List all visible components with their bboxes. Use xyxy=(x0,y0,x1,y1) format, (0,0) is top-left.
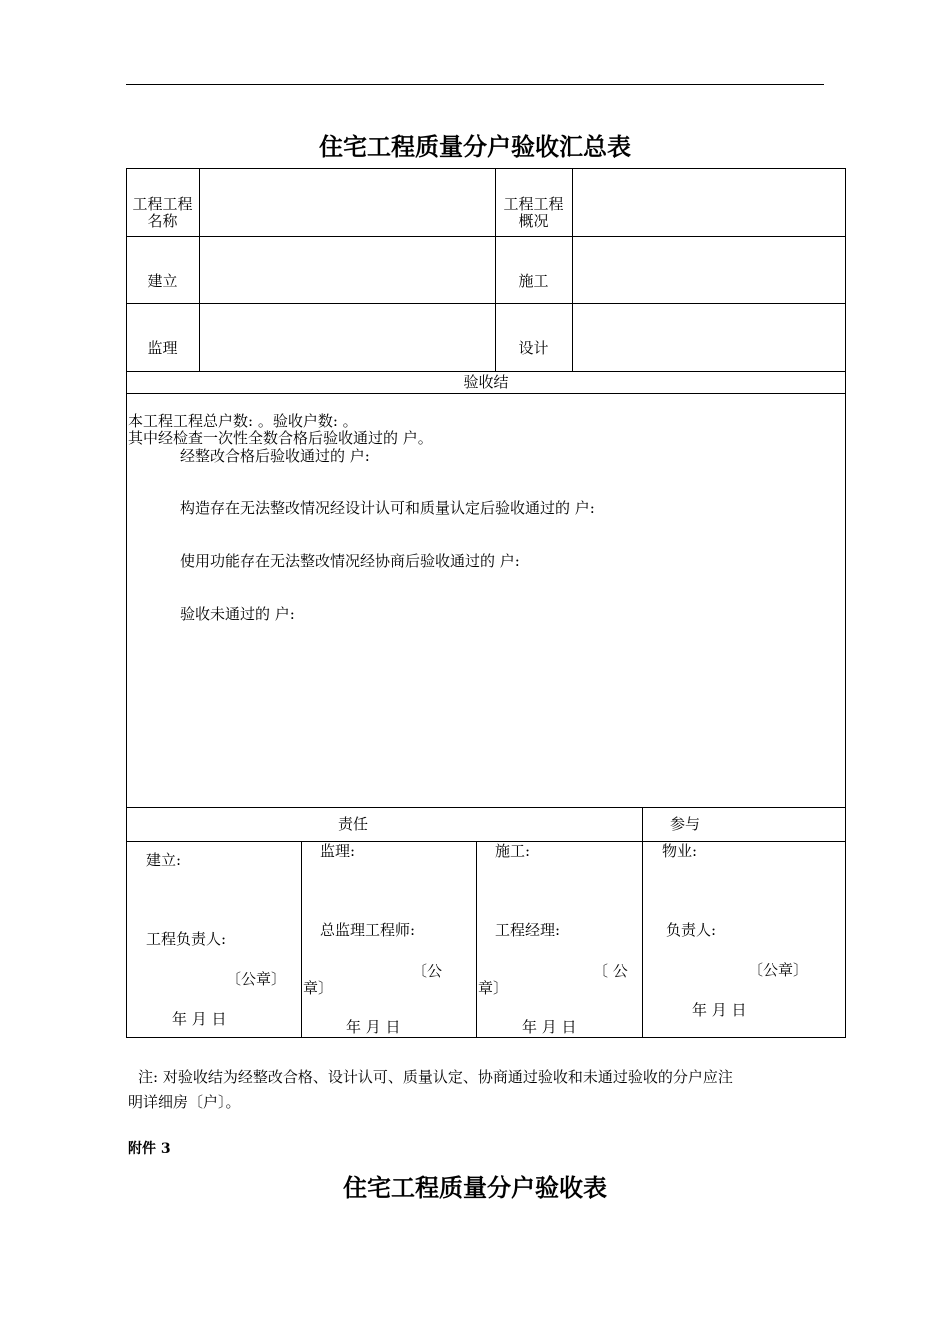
constructor-sign-date: 年 月 日 xyxy=(522,1018,577,1036)
responsible-header: 责任 xyxy=(338,815,369,833)
footnote: 明详细房〔户〕。 xyxy=(128,1093,241,1111)
property-sign-title: 物业: xyxy=(662,842,698,860)
label-line: 工程工程 xyxy=(132,195,193,213)
builder-sign-date: 年 月 日 xyxy=(172,1010,227,1028)
constructor-sign-seal: 章〕 xyxy=(478,979,509,997)
label-line: 概况 xyxy=(518,212,549,230)
property-sign-seal: 〔公章〕 xyxy=(748,961,809,979)
second-title: 住宅工程质量分户验收表 xyxy=(343,1173,607,1202)
table-rule xyxy=(572,168,573,371)
builder-sign-seal: 〔公章〕 xyxy=(226,970,287,988)
footnote: 注: 对验收结为经整改合格、设计认可、质量认定、协商通过验收和未通过验收的分户应注 xyxy=(138,1068,733,1086)
table-rule xyxy=(126,393,846,394)
attachment-label: 附件 3 xyxy=(128,1141,171,1157)
result-header: 验收结 xyxy=(463,373,509,391)
result-line: 构造存在无法整改情况经设计认可和质量认定后验收通过的 户: xyxy=(180,499,595,517)
page-title: 住宅工程质量分户验收汇总表 xyxy=(319,132,631,161)
supervisor-sign-person: 总监理工程师: xyxy=(320,921,416,939)
table-rule xyxy=(199,168,200,371)
table-rule xyxy=(476,841,477,1038)
supervisor-sign-title: 监理: xyxy=(320,842,356,860)
supervisor-sign-seal: 章〕 xyxy=(303,979,334,997)
table-rule xyxy=(126,841,846,842)
property-sign-date: 年 月 日 xyxy=(692,1001,747,1019)
label-line: 名称 xyxy=(147,212,178,230)
builder-label: 建立 xyxy=(147,272,178,290)
table-rule xyxy=(642,807,643,1038)
participant-header: 参与 xyxy=(670,815,701,833)
supervisor-sign-date: 年 月 日 xyxy=(346,1018,401,1036)
property-sign-person: 负责人: xyxy=(666,921,717,939)
table-rule xyxy=(126,807,846,808)
table-rule xyxy=(126,236,846,237)
result-line: 使用功能存在无法整改情况经协商后验收通过的 户: xyxy=(180,552,520,570)
builder-sign-title: 建立: xyxy=(146,851,182,869)
constructor-sign-title: 施工: xyxy=(495,842,531,860)
constructor-sign-person: 工程经理: xyxy=(495,921,561,939)
project-overview-label xyxy=(495,196,572,230)
builder-sign-person: 工程负责人: xyxy=(146,930,227,948)
result-line: 经整改合格后验收通过的 户: xyxy=(180,447,370,465)
table-rule xyxy=(126,303,846,304)
summary-table xyxy=(126,168,846,1038)
result-line: 本工程工程总户数: 。验收户数: 。 xyxy=(128,412,358,430)
designer-label: 设计 xyxy=(518,339,549,357)
result-line: 其中经检查一次性全数合格后验收通过的 户。 xyxy=(128,429,433,447)
table-rule xyxy=(301,841,302,1038)
constructor-sign-seal: 〔 公 xyxy=(593,962,628,980)
label-line: 工程工程 xyxy=(503,195,564,213)
header-rule xyxy=(126,84,824,85)
supervisor-label: 监理 xyxy=(147,339,178,357)
project-name-label xyxy=(126,196,199,230)
constructor-label: 施工 xyxy=(518,272,549,290)
result-line: 验收未通过的 户: xyxy=(180,605,295,623)
table-rule xyxy=(126,371,846,372)
supervisor-sign-seal: 〔公 xyxy=(412,962,443,980)
